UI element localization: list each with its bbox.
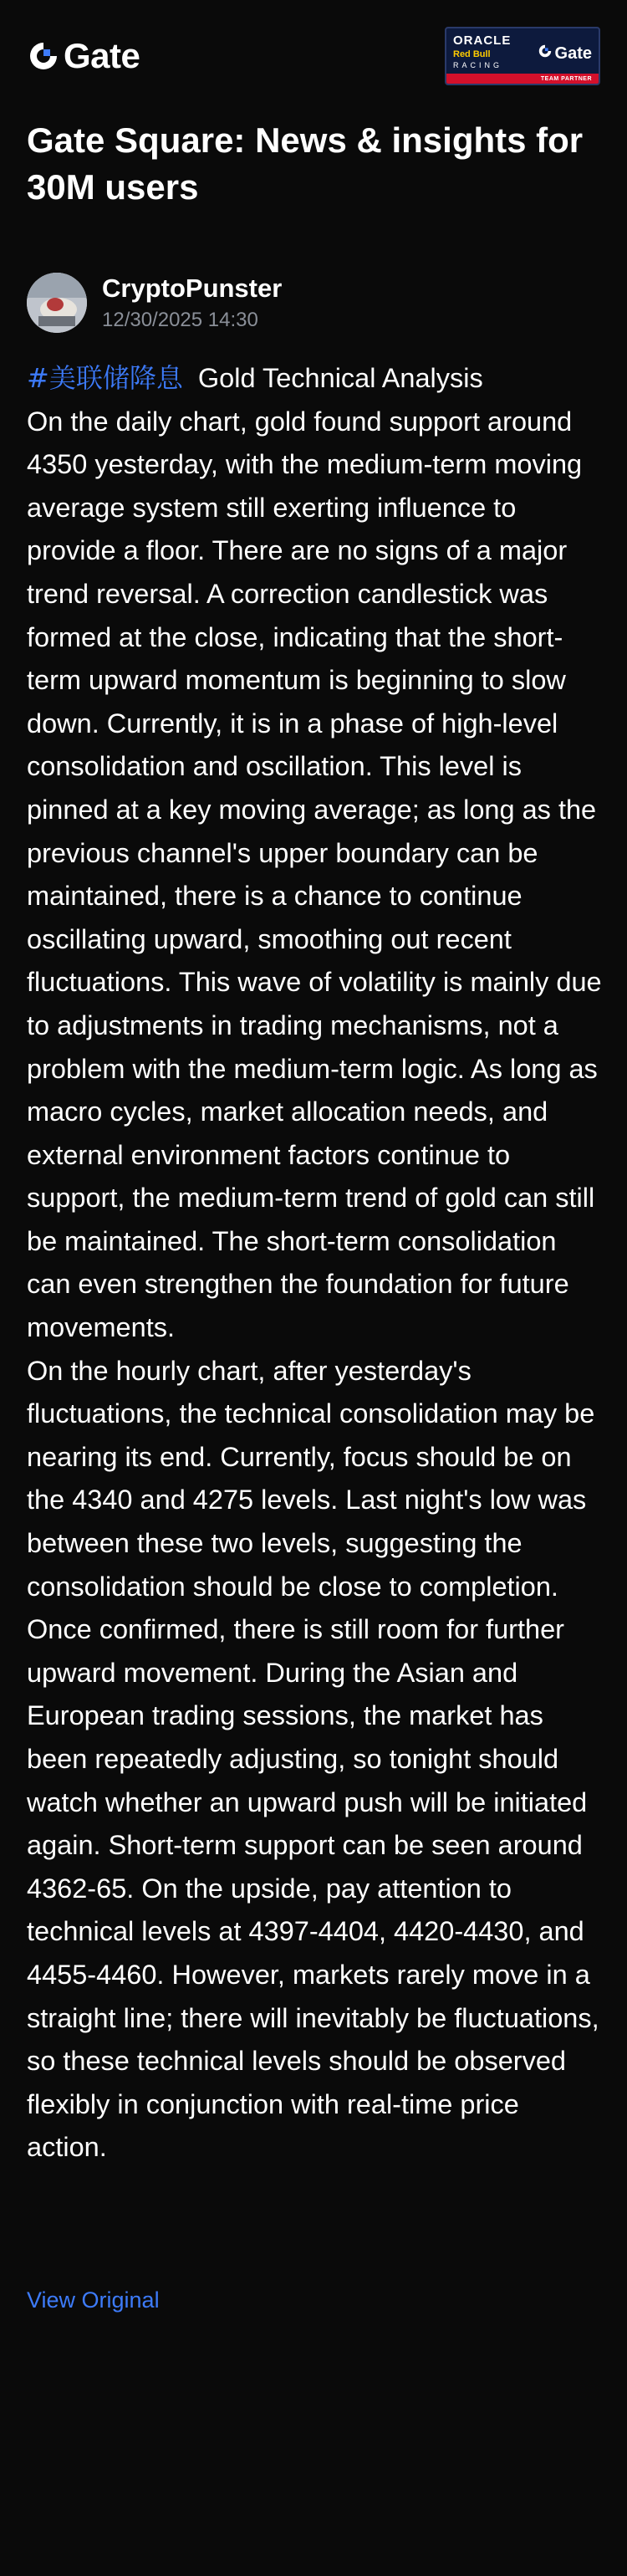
team-partner-bar [446, 74, 599, 84]
author-block [27, 273, 282, 333]
author-info [102, 273, 282, 332]
author-name[interactable]: CryptoPunster [102, 273, 283, 303]
page-title: Gate Square: News & insights for 30M users [27, 120, 584, 207]
logo-text: Gate [64, 36, 140, 75]
racing-label: RACING [453, 61, 503, 69]
oracle-label: ORACLE [453, 33, 512, 48]
avatar[interactable] [27, 273, 87, 333]
hashtag-link[interactable]: #美联储降息 [27, 362, 183, 394]
gate-logo-icon [27, 39, 60, 73]
post-paragraph-1: On the daily chart, gold found support around 4350 yesterday, with the medium-term moving average system still exerting influence to provide a floor. There are no signs of a major trend reversal. A correction candlestick was formed at the close, indicating that the short-term upward momentum is beginning to slow down. Currently, it is in a phase of high-level consolidation and oscillation. This level is pinned at a key moving average; as long as the previous channel's upper boundary can be maintained, there is a chance to continue oscillating upward, smoothing out recent fluctuations. This wave of volatility is mainly due to adjustments in trading mechanisms, not a problem with the medium-term logic. As long as macro cycles, market allocation needs, and external environment factors continue to support, the medium-term trend of gold can still be maintained. The short-term consolidation can even strengthen the foundation for future movements. [27, 406, 602, 1343]
redbull-label: Red Bull [453, 49, 491, 59]
app-header [27, 25, 600, 87]
oracle-redbull-logo [453, 33, 533, 70]
post-body [27, 357, 604, 2170]
partner-gate-label: Gate [554, 43, 592, 63]
avatar-image-icon [27, 273, 87, 333]
partner-badge[interactable] [445, 27, 600, 85]
team-partner-label: TEAM PARTNER [540, 75, 592, 82]
post-intro [27, 357, 604, 401]
post-heading: Gold Technical Analysis [197, 363, 483, 393]
partner-gate-logo [538, 43, 592, 63]
view-original-link[interactable]: View Original [27, 2287, 160, 2313]
gate-logo[interactable] [27, 38, 140, 74]
post-paragraph-2: On the hourly chart, after yesterday's fluctuations, the technical consolidation may be nearing its end. Currently, focus should be on the 4340 and 4275 levels. Last night's low was between these two levels, suggesting the consolidation should be close to completion. Once confirmed, there is still room for further upward movement. During the Asian and European trading sessions, the market has been repeatedly adjusting, so tonight should watch whether an upward push will be initiated again. Short-term support can be seen around 4362-65. On the upside, pay attention to technical levels at 4397-4404, 4420-4430, and 4455-4460. However, markets rarely move in a straight line; there will inevitably be fluctuations, so these technical levels should be observed flexibly in conjunction with real-time price action. [27, 1355, 599, 2163]
gate-small-logo-icon [538, 43, 553, 63]
post-timestamp: 12/30/2025 14:30 [102, 309, 258, 331]
